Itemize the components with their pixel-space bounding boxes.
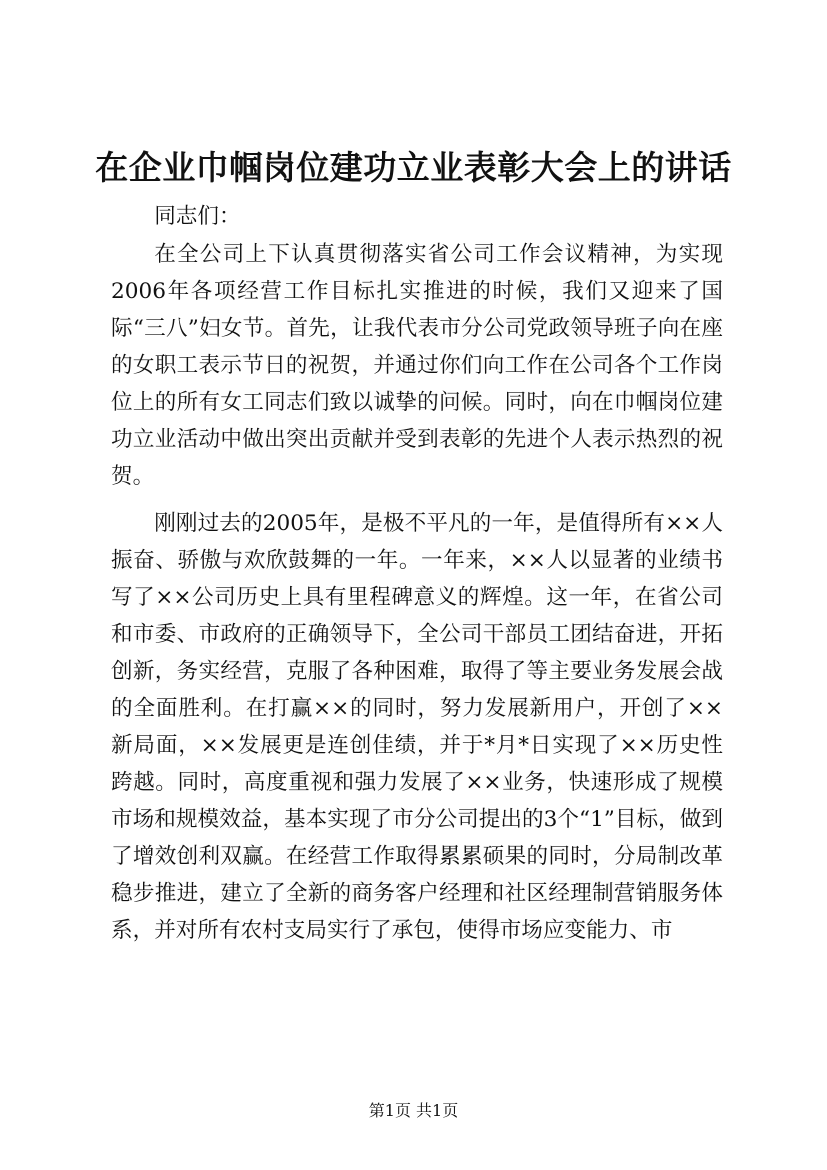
paragraph-1: 在全公司上下认真贯彻落实省公司工作会议精神，为实现2006年各项经营工作目标扎实推进的时候，我们又迎来了国际“三八”妇女节。首先，让我代表市分公司党政领导班子向在座的女职工表示节日的祝贺，并通过你们向工作在公司各个工作岗位上的所有女工同志们致以诚挚的问候。同时，向在巾帼岗位建功立业活动中做出突出贡献并受到表彰的先进个人表示热烈的祝贺。: [111, 242, 723, 489]
page-footer: 第1页 共1页: [368, 1101, 459, 1120]
document-title: 在企业巾帼岗位建功立业表彰大会上的讲话: [95, 148, 732, 187]
paragraph-2: 刚刚过去的2005年，是极不平凡的一年，是值得所有××人振奋、骄傲与欢欣鼓舞的一年。一年来，××人以显著的业绩书写了××公司历史上具有里程碑意义的辉煌。这一年，在省公司和市委、市政府的正确领导下，全公司干部员工团结奋进，开拓创新，务实经营，克服了各种困难，取得了等主要业务发展会战的全面胜利。在打赢××的同时，努力发展新用户，开创了××新局面，××发展更是连创佳绩，并于*月*日实现了××历史性跨越。同时，高度重视和强力发展了××业务，快速形成了规模市场和规模效益，基本实现了市分公司提出的3个“1”目标，做到了增效创利双赢。在经营工作取得累累硕果的同时，分局制改革稳步推进，建立了全新的商务客户经理和社区经理制营销服务体系，并对所有农村支局实行了承包，使得市场应变能力、市: [111, 511, 723, 943]
document-body: [111, 198, 723, 949]
salutation: 同志们：: [154, 204, 241, 229]
